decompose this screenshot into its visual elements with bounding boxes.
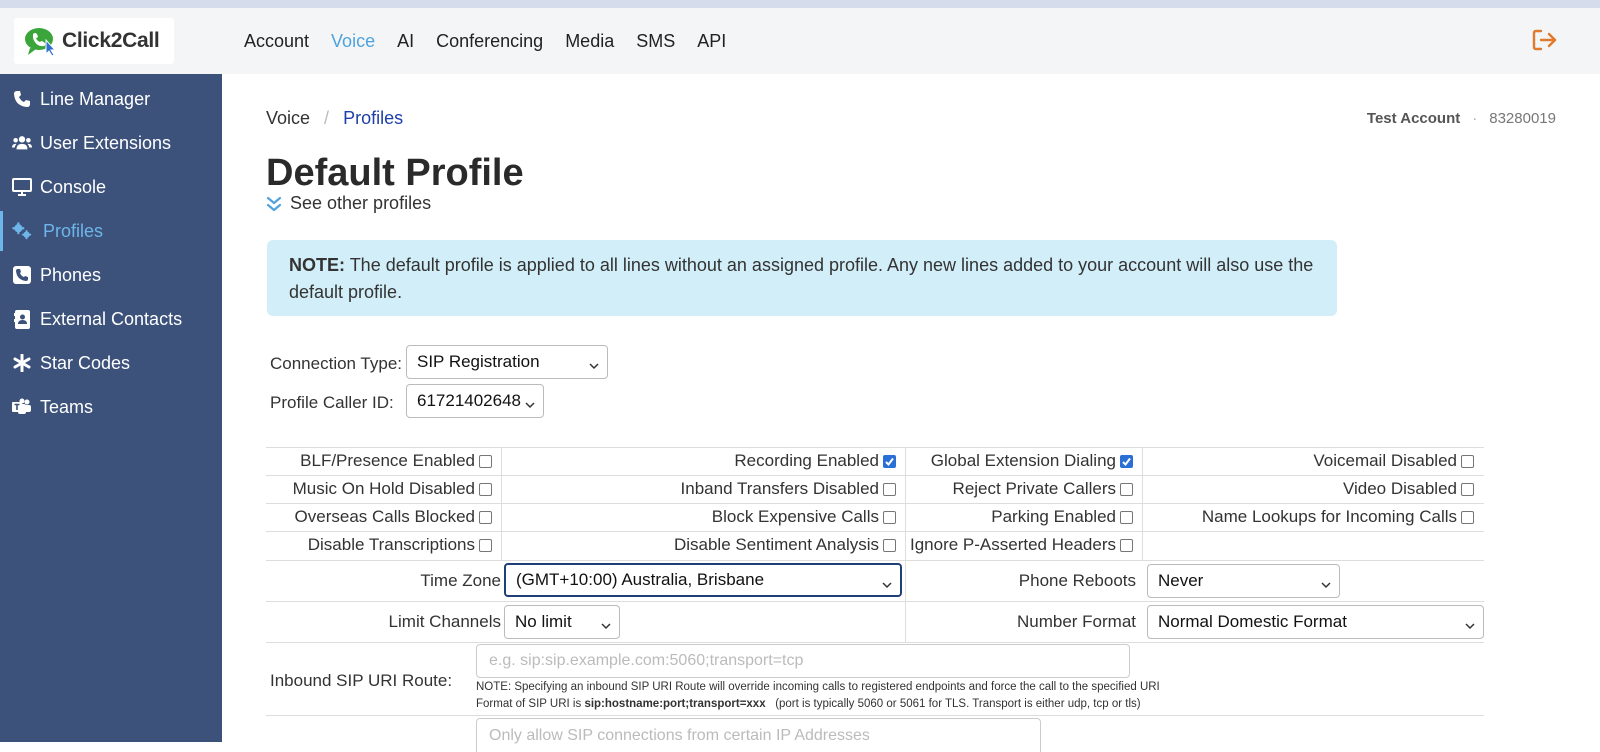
default-profile-note: [267, 240, 1337, 316]
checkbox-checked[interactable]: [883, 455, 896, 468]
limit-channels-label: Limit Channels: [388, 612, 501, 631]
nav-api[interactable]: API: [697, 30, 727, 51]
checkbox[interactable]: [479, 511, 492, 524]
note-text: The default profile is applied to all lines without an assigned profile. Any new lines added to your account will also use the default profile.: [289, 255, 1314, 302]
option-global-extension-dialing: Global Extension Dialing: [906, 447, 1133, 475]
users-icon: [12, 133, 32, 153]
sidebar-item-external-contacts[interactable]: [0, 299, 222, 339]
breadcrumb: [266, 108, 403, 129]
sidebar: [0, 74, 222, 742]
time-zone-select[interactable]: [504, 563, 902, 597]
checkbox-checked[interactable]: [1120, 455, 1133, 468]
phone-icon: [12, 89, 32, 109]
browser-top-strip: [0, 0, 1600, 8]
sip-uri-format: sip:hostname:port;transport=xxx: [584, 698, 766, 710]
double-chevron-down-icon: [266, 195, 282, 213]
see-other-profiles-label: See other profiles: [290, 193, 432, 213]
sidebar-item-label: User Extensions: [40, 132, 172, 153]
sidebar-item-label: Teams: [40, 396, 94, 417]
connection-type-value: SIP Registration: [417, 352, 540, 371]
option-block-expensive-calls: Block Expensive Calls: [506, 503, 896, 531]
option-blf-presence: BLF/Presence Enabled: [266, 447, 492, 475]
phone-reboots-value: Never: [1158, 571, 1204, 590]
checkbox[interactable]: [479, 539, 492, 552]
option-voicemail-disabled: Voicemail Disabled: [1146, 447, 1474, 475]
sidebar-item-profiles[interactable]: [0, 211, 222, 251]
chevron-down-icon: [525, 395, 535, 405]
nav-conferencing[interactable]: Conferencing: [436, 30, 544, 51]
option-inband-transfers-disabled: Inband Transfers Disabled: [506, 475, 896, 503]
sip-uri-format-note: Format of SIP URI is sip:hostname:port;transport=xxx (port is typically 5060 or 5061 for TLS. Transport is either udp, tcp or tls): [476, 698, 1141, 710]
sip-uri-note: NOTE: Specifying an inbound SIP URI Route will override incoming calls to registered endpoints and force the call to the specified URI: [476, 681, 1160, 693]
limit-channels-value: No limit: [515, 612, 572, 631]
sidebar-item-label: Profiles: [43, 220, 104, 241]
sidebar-item-user-extensions[interactable]: [0, 123, 222, 163]
phone-square-icon: [12, 265, 32, 285]
number-format-select[interactable]: [1147, 605, 1484, 639]
checkbox[interactable]: [883, 483, 896, 496]
checkbox[interactable]: [479, 455, 492, 468]
logo[interactable]: [14, 18, 174, 64]
option-recording-enabled: Recording Enabled: [506, 447, 896, 475]
sidebar-item-line-manager[interactable]: [0, 79, 222, 119]
sidebar-item-label: Line Manager: [40, 88, 151, 109]
number-format-value: Normal Domestic Format: [1158, 612, 1347, 631]
breadcrumb-profiles[interactable]: Profiles: [343, 108, 404, 128]
teams-icon: [12, 397, 32, 417]
nav-sms[interactable]: SMS: [636, 30, 676, 51]
sidebar-item-label: External Contacts: [40, 308, 183, 329]
sidebar-item-label: Console: [40, 176, 107, 197]
option-disable-transcriptions: Disable Transcriptions: [266, 531, 492, 559]
caller-id-select[interactable]: [406, 384, 544, 418]
sidebar-item-teams[interactable]: [0, 387, 222, 427]
breadcrumb-separator: /: [324, 108, 330, 128]
ip-restriction-placeholder: Only allow SIP connections from certain IP Addresses: [489, 726, 870, 744]
checkbox[interactable]: [1461, 455, 1474, 468]
see-other-profiles-link[interactable]: [266, 193, 431, 214]
checkbox[interactable]: [883, 539, 896, 552]
sip-uri-route-label: Inbound SIP URI Route:: [270, 671, 453, 690]
top-nav: [244, 8, 748, 74]
chevron-down-icon: [1465, 616, 1475, 626]
checkbox[interactable]: [1461, 483, 1474, 496]
logo-phone-icon: [24, 26, 58, 56]
logo-text: Click2Call: [62, 29, 160, 52]
time-zone-label: Time Zone: [420, 571, 501, 590]
sidebar-item-phones[interactable]: [0, 255, 222, 295]
phone-reboots-select[interactable]: [1147, 564, 1340, 598]
top-bar: [0, 8, 1600, 74]
account-name: Test Account: [1366, 110, 1461, 127]
sidebar-item-label: Phones: [40, 264, 102, 285]
checkbox[interactable]: [1461, 511, 1474, 524]
time-zone-value: (GMT+10:00) Australia, Brisbane: [516, 570, 765, 589]
option-music-on-hold-disabled: Music On Hold Disabled: [266, 475, 492, 503]
checkbox[interactable]: [883, 511, 896, 524]
chevron-down-icon: [589, 356, 599, 366]
nav-media[interactable]: Media: [565, 30, 615, 51]
sip-uri-route-placeholder: e.g. sip:sip.example.com:5060;transport=tcp: [489, 652, 804, 669]
chevron-down-icon: [601, 616, 611, 626]
chevron-down-icon: [1321, 575, 1331, 585]
account-separator: ·: [1472, 110, 1478, 127]
checkbox[interactable]: [1120, 539, 1133, 552]
option-video-disabled: Video Disabled: [1146, 475, 1474, 503]
page-title: Default Profile: [266, 152, 524, 194]
number-format-label: Number Format: [1016, 612, 1136, 631]
sidebar-item-label: Star Codes: [40, 352, 131, 373]
option-overseas-calls-blocked: Overseas Calls Blocked: [266, 503, 492, 531]
sidebar-item-console[interactable]: [0, 167, 222, 207]
logout-icon[interactable]: [1532, 28, 1558, 52]
account-info: [1367, 110, 1556, 127]
phone-reboots-label: Phone Reboots: [1018, 571, 1136, 590]
option-ignore-p-asserted-headers: Ignore P-Asserted Headers: [906, 531, 1133, 559]
limit-channels-select[interactable]: [504, 605, 620, 639]
connection-type-label: Connection Type:: [270, 354, 402, 373]
account-number: 83280019: [1489, 110, 1556, 127]
option-name-lookups: Name Lookups for Incoming Calls: [1146, 503, 1474, 531]
checkbox[interactable]: [1120, 511, 1133, 524]
option-reject-private-callers: Reject Private Callers: [906, 475, 1133, 503]
cogs-icon: [12, 221, 32, 241]
checkbox[interactable]: [1120, 483, 1133, 496]
nav-account[interactable]: Account: [244, 30, 310, 51]
connection-type-select[interactable]: [406, 345, 608, 379]
chevron-down-icon: [882, 575, 892, 585]
note-label: NOTE:: [289, 255, 345, 275]
breadcrumb-voice-link[interactable]: Voice: [266, 108, 311, 128]
asterisk-icon: [12, 353, 32, 373]
caller-id-value: 61721402648: [417, 391, 522, 410]
nav-ai[interactable]: AI: [397, 30, 415, 51]
option-parking-enabled: Parking Enabled: [906, 503, 1133, 531]
sip-uri-route-input[interactable]: [476, 644, 1130, 678]
ip-restriction-input[interactable]: [476, 718, 1041, 752]
checkbox[interactable]: [479, 483, 492, 496]
option-disable-sentiment-analysis: Disable Sentiment Analysis: [506, 531, 896, 559]
nav-voice[interactable]: Voice: [331, 30, 376, 51]
sidebar-item-star-codes[interactable]: [0, 343, 222, 383]
contact-card-icon: [12, 309, 32, 329]
caller-id-label: Profile Caller ID:: [270, 393, 394, 412]
monitor-icon: [12, 177, 32, 197]
